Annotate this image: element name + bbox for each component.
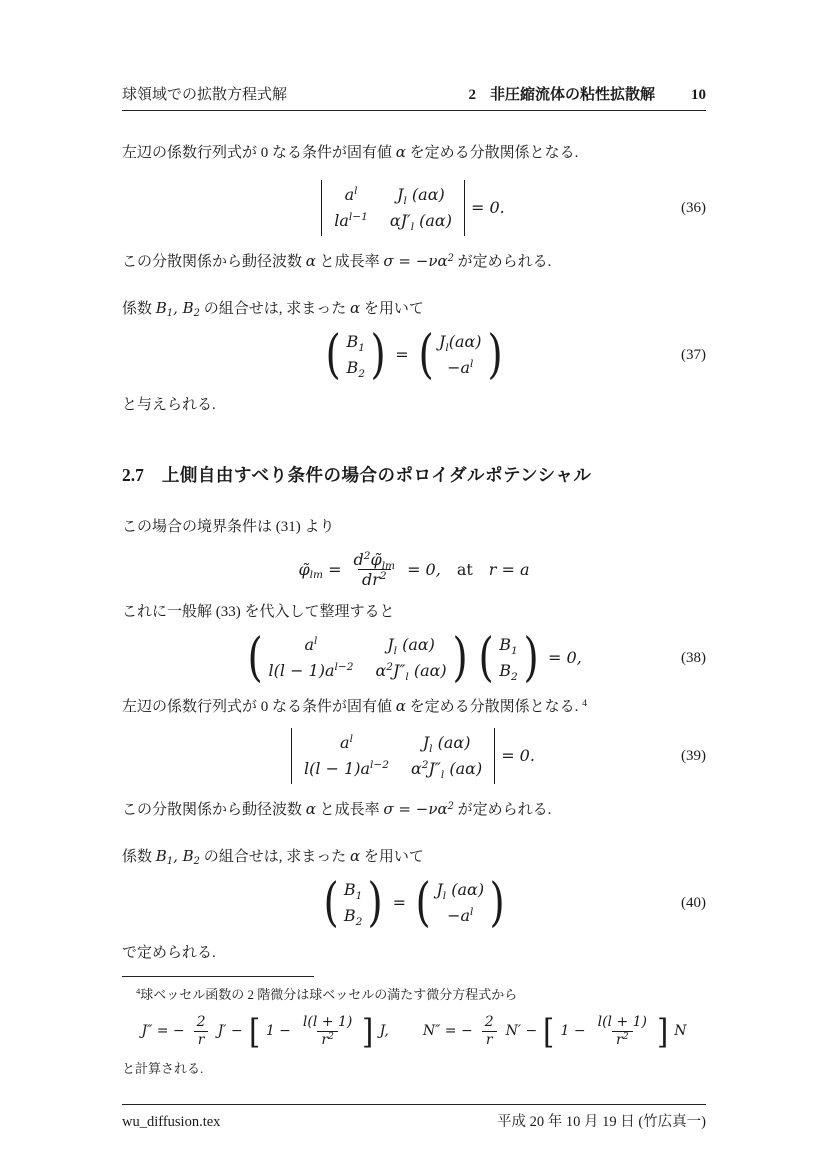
fraction — [350, 550, 400, 589]
matrix-cell: $\alpha^2J''_l$ (aα) — [410, 759, 483, 781]
equation-number: (38) — [681, 650, 706, 666]
running-header — [122, 85, 706, 105]
paragraph-coefficients-2: 係数 $B_1$, $B_2$ の組合せは, 求まった α を用いて — [122, 847, 424, 868]
fraction — [594, 1014, 651, 1049]
matrix-cell: $J_l(a\alpha)$ — [438, 332, 482, 354]
matrix-cell: $J_l$ (aα) — [387, 635, 435, 657]
matrix-cell: $la^{l-1}$ — [334, 211, 368, 230]
matrix-cell: $B_2$ — [499, 661, 518, 683]
matrix-grid — [497, 633, 519, 683]
fraction-denominator: r — [194, 1031, 209, 1049]
determinant-matrix — [291, 728, 495, 784]
footnote-closing-text: と計算される. — [122, 1061, 204, 1076]
matrix-cell: $J_l$ (aα) — [422, 733, 471, 755]
footer-filename: wu_diffusion.tex — [122, 1114, 221, 1130]
footnote-marker: 4 — [136, 986, 141, 997]
fraction-denominator: $dr^2$ — [358, 569, 391, 589]
footnote-rule — [122, 976, 314, 977]
paragraph-substitute-general-solution: これに一般解 (33) を代入して整理すると — [122, 604, 395, 620]
determinant-matrix — [321, 180, 465, 236]
footnote-body: 球ベッセル函数の 2 階微分は球ベッセルの満たす微分方程式から — [140, 987, 518, 1002]
header-rule — [122, 110, 706, 111]
fraction — [299, 1014, 356, 1049]
matrix-grid — [267, 633, 449, 683]
paragraph-growth-rate-1: この分散関係から動径波数 α と成長率 $\sigma = -\nu\alpha^2$ が定められる. — [122, 252, 552, 270]
footer-rule — [122, 1104, 706, 1105]
fraction-numerator: l(l + 1) — [302, 1014, 353, 1030]
fraction-numerator: l(l + 1) — [597, 1014, 648, 1030]
header-section — [468, 85, 655, 105]
matrix-cell: $B_1$ — [343, 880, 363, 902]
header-section-number: 2 — [468, 87, 476, 103]
page-number: 10 — [691, 87, 706, 103]
column-vector: ( $B_1$ $B_2$ ) — [478, 628, 539, 688]
math-run: J″ = − — [141, 1023, 185, 1039]
matrix-cell: $\alpha^2J''_l$ (aα) — [375, 661, 447, 683]
matrix-grid — [437, 330, 484, 380]
matrix-grid — [302, 731, 484, 781]
equation-36 — [122, 180, 706, 236]
matrix-cell: $B_1$ — [499, 635, 518, 657]
fraction-denominator: r — [482, 1031, 497, 1049]
matrix-cell: $-a^l$ — [447, 358, 474, 377]
matrix-cell: $a^l$ — [304, 635, 318, 654]
matrix-cell: $l(l - 1)a^{l-2}$ — [304, 759, 389, 778]
footnote-text — [122, 985, 706, 1004]
fraction-numerator: 2 — [484, 1014, 494, 1030]
equation-39 — [122, 728, 706, 784]
equation-40 — [122, 873, 706, 933]
equation-rhs: = 0. — [470, 198, 505, 217]
matrix-grid — [342, 878, 364, 928]
math-run: 1 − — [265, 1023, 291, 1039]
matrix-cell: $\alpha J'_l$ (aα) — [389, 211, 452, 233]
matrix-grid — [434, 878, 486, 928]
equation-number: (40) — [681, 895, 706, 911]
fraction-denominator: $r^2$ — [612, 1031, 633, 1049]
fraction — [193, 1014, 210, 1049]
equals-sign: = — [392, 893, 407, 912]
coefficient-matrix: ( $a^l$ $J_l$ (aα) $l(l - 1)a^{l-2}$ $\alpha^2J''_l$ (aα) ) — [247, 628, 468, 688]
header-section-title: 非圧縮流体の粘性拡散解 — [489, 87, 655, 103]
matrix-cell: $B_2$ — [346, 358, 365, 380]
column-vector: ( $J_l$ (aα) $-a^l$ ) — [415, 873, 505, 933]
paragraph-given-by: と与えられる. — [122, 397, 216, 413]
math-run: 1 − — [560, 1023, 586, 1039]
page-footer — [122, 1104, 706, 1132]
matrix-cell: $J_l$ (aα) — [397, 185, 445, 207]
matrix-cell: $l(l - 1)a^{l-2}$ — [268, 661, 354, 680]
matrix-cell: $-a^l$ — [447, 906, 474, 925]
fraction-denominator: $r^2$ — [317, 1031, 338, 1049]
column-vector: ( $J_l(a\alpha)$ $-a^l$ ) — [418, 325, 503, 385]
matrix-grid — [332, 183, 454, 233]
equation-rhs: = 0, — [407, 559, 441, 579]
equation-rhs: = 0. — [501, 746, 535, 765]
section-heading-title: 上側自由すべり条件の場合のポロイダルポテンシャル — [161, 465, 592, 485]
paragraph-dispersion-condition-1: 左辺の係数行列式が 0 なる条件が固有値 α を定める分散関係となる. — [122, 143, 579, 161]
math-run: N — [674, 1023, 687, 1039]
equation-number: (37) — [681, 347, 706, 363]
matrix-cell: $a^l$ — [344, 185, 358, 204]
math-run: N″ = − — [422, 1023, 473, 1039]
paragraph-dispersion-condition-2: 左辺の係数行列式が 0 なる条件が固有値 α を定める分散関係となる. $^4$ — [122, 697, 588, 715]
section-heading-number: 2.7 — [122, 465, 144, 485]
equals-sign: = — [395, 345, 409, 364]
equation-lhs: $\varphĩ_{lm}$ = — [298, 559, 342, 582]
matrix-grid — [344, 330, 366, 380]
fraction — [481, 1014, 498, 1049]
equation-condition: r = a — [488, 559, 530, 579]
at-label: at — [456, 559, 473, 579]
matrix-cell: $B_2$ — [343, 906, 363, 928]
paragraph-boundary-condition-intro: この場合の境界条件は (31) より — [122, 519, 335, 535]
footnote-equation: J″ = − $\frac{2}{r}$ J′ − [ 1 − $\frac{l(l + 1)}{r^2}$ ] J, N″ = − $\frac{2}{r}$ N′ − [ 1 − $\frac{l(l + 1)}{r^2}$ ] N — [141, 1011, 687, 1052]
fraction-numerator: $d^2\varphĩ_{lm}$ — [353, 550, 396, 572]
math-run: J, — [379, 1023, 389, 1039]
paragraph-growth-rate-2: この分散関係から動径波数 α と成長率 $\sigma = -\nu\alpha^2$ が定められる. — [122, 800, 552, 818]
paragraph-coefficients-1: 係数 $B_1$, $B_2$ の組合せは, 求まった α を用いて — [122, 299, 424, 320]
matrix-cell: $B_1$ — [346, 332, 365, 354]
equation-rhs: = 0, — [548, 648, 582, 667]
matrix-cell: $a^l$ — [340, 733, 353, 752]
math-run: N′ − — [505, 1023, 538, 1039]
equation-number: (36) — [681, 200, 706, 216]
section-heading — [122, 462, 706, 488]
column-vector: ( $B_1$ $B_2$ ) — [323, 873, 384, 933]
equation-38 — [122, 628, 706, 688]
matrix-cell: $J_l$ (aα) — [436, 880, 485, 902]
equation-37 — [122, 325, 706, 385]
math-run: J′ − — [217, 1023, 243, 1039]
footer-date: 平成 20 年 10 月 19 日 (竹広真一) — [496, 1114, 706, 1130]
column-vector: ( $B_1$ $B_2$ ) — [325, 325, 386, 385]
header-left-title: 球領域での拡散方程式解 — [122, 87, 288, 103]
equation-boundary-condition — [122, 550, 706, 589]
equation-number: (39) — [681, 748, 706, 764]
fraction-numerator: 2 — [196, 1014, 206, 1030]
paragraph-determined-by: で定められる. — [122, 945, 216, 961]
